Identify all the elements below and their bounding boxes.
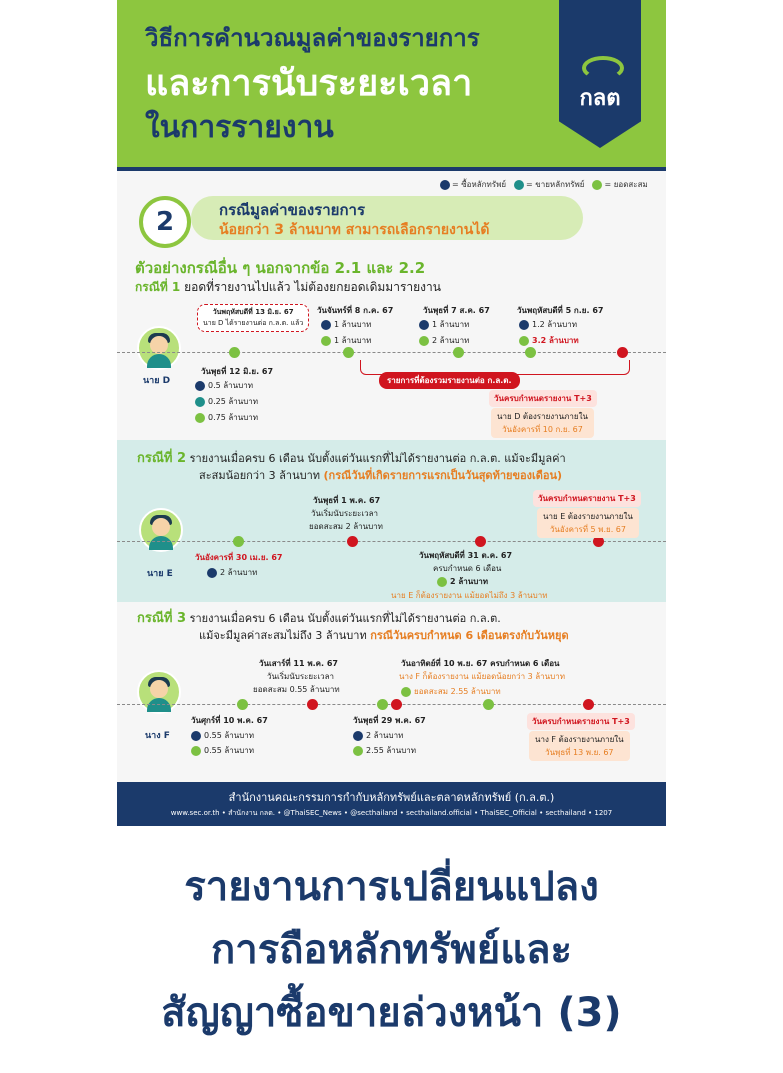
sell-icon <box>195 397 205 407</box>
case2-e3-date: วันพฤหัสบดีที่ 31 ต.ค. 67 <box>419 551 513 560</box>
case1-e3-total-value: 2 ล้านบาท <box>432 336 470 345</box>
case1-e3-date: วันพุธที่ 7 ส.ค. 67 <box>423 306 490 315</box>
case1-e2-date: วันจันทร์ที่ 8 ก.ค. 67 <box>317 306 394 315</box>
example-title: ตัวอย่างกรณีอื่น ๆ นอกจากข้อ 2.1 และ 2.2 <box>135 259 426 277</box>
case2-timeline <box>117 541 666 543</box>
case1-point-3 <box>453 347 464 358</box>
case3-e4-total <box>401 685 501 698</box>
case3-e3-buy-value: 2 ล้านบาท <box>366 731 404 740</box>
section-number-badge: 2 <box>139 196 191 248</box>
case3-text-line1: รายงานเมื่อครบ 6 เดือน นับตั้งแต่วันแรกที่ไม่ได้รายงานต่อ ก.ล.ต. <box>189 612 501 625</box>
person-mr-d: นาย D <box>143 376 171 386</box>
infographic-header <box>117 0 666 171</box>
legend-total-label: = ยอดสะสม <box>604 180 648 189</box>
case2-e3-line2: ครบกำหนด 6 เดือน <box>433 564 502 573</box>
caption-line2: การถือหลักทรัพย์และ <box>211 927 572 973</box>
sell-icon <box>514 180 524 190</box>
case2-text-line2b: (กรณีวันที่เกิดรายการแรกเป็นวันสุดท้ายของเดือน) <box>323 469 563 482</box>
case3-report-box <box>529 731 630 761</box>
case3-point-2 <box>307 699 318 710</box>
case3-report-line2: วันพุธที่ 13 พ.ย. 67 <box>545 748 614 757</box>
case2-e3-total <box>437 575 488 588</box>
case1-heading <box>135 278 441 297</box>
case1-report-line1: นาย D ต้องรายงานภายใน <box>497 412 588 421</box>
caption-line3: สัญญาซื้อขายล่วงหน้า (3) <box>161 990 622 1036</box>
case3-e3-date: วันพุธที่ 29 พ.ค. 67 <box>353 716 426 725</box>
case1-e1-date: วันพุธที่ 12 มิ.ย. 67 <box>201 367 274 376</box>
case3-e4-note: นาง F ก็ต้องรายงาน แม้ยอดน้อยกว่า 3 ล้านบาท <box>399 672 565 681</box>
legend <box>440 178 648 191</box>
case1-deadline-point <box>617 347 628 358</box>
case2-e3-total-value: 2 ล้านบาท <box>450 577 489 586</box>
avatar-mr-e <box>139 508 183 552</box>
case3-point-3 <box>377 699 388 710</box>
total-icon <box>195 413 205 423</box>
section-title-line1: กรณีมูลค่าของรายการ <box>219 201 366 219</box>
header-title-line1: วิธีการคำนวณมูลค่าของรายการ <box>145 24 480 52</box>
buy-icon <box>419 320 429 330</box>
case3-point-4 <box>391 699 402 710</box>
legend-buy-label: = ซื้อหลักทรัพย์ <box>452 180 507 189</box>
case3-point-1 <box>237 699 248 710</box>
buy-icon <box>353 731 363 741</box>
legend-buy <box>440 178 506 191</box>
case1-e1-total <box>195 411 258 424</box>
case3-e1-total <box>191 744 254 757</box>
case1-e4-total <box>519 334 579 347</box>
sec-logo-icon <box>582 56 624 80</box>
total-icon <box>419 336 429 346</box>
case1-text: ยอดที่รายงานไปแล้ว ไม่ต้องยกยอดเดิมมารายงาน <box>184 280 441 294</box>
case3-e3-total-value: 2.55 ล้านบาท <box>366 746 417 755</box>
case1-e3-buy-value: 1 ล้านบาท <box>432 320 470 329</box>
section-title-line2: น้อยกว่า 3 ล้านบาท สามารถเลือกรายงานได้ <box>219 222 490 238</box>
case1-e1-buy <box>195 379 253 392</box>
infographic-footer <box>117 782 666 826</box>
case1-reported-note <box>197 304 309 332</box>
buy-icon <box>440 180 450 190</box>
case1-e1-sell <box>195 395 258 408</box>
case1-report-box <box>491 408 594 438</box>
caption-line1: รายงานการเปลี่ยนแปลง <box>184 864 599 910</box>
case3-label: กรณีที่ 3 <box>137 611 187 626</box>
case1-report-line2: วันอังคารที่ 10 ก.ย. 67 <box>502 425 583 434</box>
case3-e2-date: วันเสาร์ที่ 11 พ.ค. 67 <box>259 659 338 668</box>
legend-total <box>592 178 647 191</box>
sec-logo-text: กลต <box>579 86 621 111</box>
case3-e1-total-value: 0.55 ล้านบาท <box>204 746 255 755</box>
case1-timeline <box>117 352 666 354</box>
case1-note-text: นาย D ได้รายงานต่อ ก.ล.ต. แล้ว <box>203 319 304 327</box>
case1-e4-total-value: 3.2 ล้านบาท <box>532 336 579 345</box>
case3-deadline-point <box>583 699 594 710</box>
case3-e1-date: วันศุกร์ที่ 10 พ.ค. 67 <box>191 716 268 725</box>
case1-e1-buy-value: 0.5 ล้านบาท <box>208 381 253 390</box>
total-icon <box>401 687 411 697</box>
case1-e1-total-value: 0.75 ล้านบาท <box>208 413 259 422</box>
header-title-line2: และการนับระยะเวลา <box>145 63 473 104</box>
case2-report-line1: นาย E ต้องรายงานภายใน <box>543 512 633 521</box>
case1-e4-date: วันพฤหัสบดีที่ 5 ก.ย. 67 <box>517 306 604 315</box>
case1-e2-buy <box>321 318 371 331</box>
case1-e3-total <box>419 334 469 347</box>
case2-label: กรณีที่ 2 <box>137 451 187 466</box>
case3-heading <box>137 610 569 644</box>
case2-point-3 <box>475 536 486 547</box>
case3-e3-total <box>353 744 416 757</box>
case1-label: กรณีที่ 1 <box>135 280 181 294</box>
case2-e1-buy-value: 2 ล้านบาท <box>220 568 258 577</box>
case2-e2-date: วันพุธที่ 1 พ.ค. 67 <box>313 496 381 505</box>
case2-e2-line3: ยอดสะสม 2 ล้านบาท <box>309 522 383 531</box>
case2-deadline-label: วันครบกำหนดรายงาน T+3 <box>533 490 641 507</box>
case1-e2-total <box>321 334 371 347</box>
avatar-mrs-f <box>137 670 181 714</box>
case1-e1-sell-value: 0.25 ล้านบาท <box>208 397 259 406</box>
person-mrs-f: นาง F <box>145 731 170 741</box>
case3-e4-date: วันอาทิตย์ที่ 10 พ.ย. 67 ครบกำหนด 6 เดือน <box>401 659 560 668</box>
person-mr-e: นาย E <box>147 569 173 579</box>
case3-e1-buy <box>191 729 254 742</box>
buy-icon <box>519 320 529 330</box>
legend-sell <box>514 178 584 191</box>
case1-point-2 <box>343 347 354 358</box>
case1-point-4 <box>525 347 536 358</box>
case1-e3-buy <box>419 318 469 331</box>
case1-e4-buy-value: 1.2 ล้านบาท <box>532 320 577 329</box>
case1-point-1 <box>229 347 240 358</box>
total-icon <box>191 746 201 756</box>
buy-icon <box>195 381 205 391</box>
case2-point-1 <box>233 536 244 547</box>
case3-e2-line3: ยอดสะสม 0.55 ล้านบาท <box>253 685 340 694</box>
case2-e2-line2: วันเริ่มนับระยะเวลา <box>311 509 379 518</box>
total-icon <box>592 180 602 190</box>
case3-text-line2b: กรณีวันครบกำหนด 6 เดือนตรงกับวันหยุด <box>370 629 569 642</box>
case1-deadline-label: วันครบกำหนดรายงาน T+3 <box>489 390 597 407</box>
avatar-mr-d <box>137 326 181 370</box>
header-title-line3: ในการรายงาน <box>145 110 334 145</box>
footer-contacts: www.sec.or.th • สำนักงาน กลต. • @ThaiSEC_News • @secthailand • secthailand.official • ThaiSEC_Official • secthailand • 1207 <box>170 809 613 817</box>
case2-e3-note: นาย E ก็ต้องรายงาน แม้ยอดไม่ถึง 3 ล้านบาท <box>391 591 548 600</box>
buy-icon <box>207 568 217 578</box>
case1-e2-buy-value: 1 ล้านบาท <box>334 320 372 329</box>
footer-org: สำนักงานคณะกรรมการกำกับหลักทรัพย์และตลาดหลักทรัพย์ (ก.ล.ต.) <box>228 791 555 804</box>
total-icon <box>353 746 363 756</box>
case2-e1-buy <box>207 566 257 579</box>
infographic <box>117 0 666 826</box>
case1-e2-total-value: 1 ล้านบาท <box>334 336 372 345</box>
case2-report-line2: วันอังคารที่ 5 พ.ย. 67 <box>549 525 626 534</box>
case2-point-2 <box>347 536 358 547</box>
case3-e1-buy-value: 0.55 ล้านบาท <box>204 731 255 740</box>
total-icon <box>519 336 529 346</box>
legend-sell-label: = ขายหลักทรัพย์ <box>526 180 585 189</box>
total-icon <box>321 336 331 346</box>
case2-e1-date: วันอังคารที่ 30 เม.ย. 67 <box>195 553 283 562</box>
case3-text-line2a: แม้จะมีมูลค่าสะสมไม่ถึง 3 ล้านบาท <box>199 629 367 642</box>
total-icon <box>437 577 447 587</box>
case1-note-date: วันพฤหัสบดีที่ 13 มิ.ย. 67 <box>212 308 294 316</box>
case1-e4-buy <box>519 318 577 331</box>
case3-report-line1: นาง F ต้องรายงานภายใน <box>535 735 624 744</box>
case2-heading <box>137 450 566 484</box>
case3-e2-line2: วันเริ่มนับระยะเวลา <box>267 672 335 681</box>
buy-icon <box>321 320 331 330</box>
case2-text-line1: รายงานเมื่อครบ 6 เดือน นับตั้งแต่วันแรกที่ไม่ได้รายงานต่อ ก.ล.ต. แม้จะมีมูลค่า <box>189 452 566 465</box>
case3-deadline-label: วันครบกำหนดรายงาน T+3 <box>527 713 635 730</box>
case2-report-box <box>537 508 639 538</box>
case1-bracket-label: รายการที่ต้องรวมรายงานต่อ ก.ล.ต. <box>379 372 520 389</box>
case3-e4-total-value: ยอดสะสม 2.55 ล้านบาท <box>414 687 501 696</box>
case2-text-line2a: สะสมน้อยกว่า 3 ล้านบาท <box>199 469 321 482</box>
case3-e3-buy <box>353 729 403 742</box>
case3-point-5 <box>483 699 494 710</box>
buy-icon <box>191 731 201 741</box>
